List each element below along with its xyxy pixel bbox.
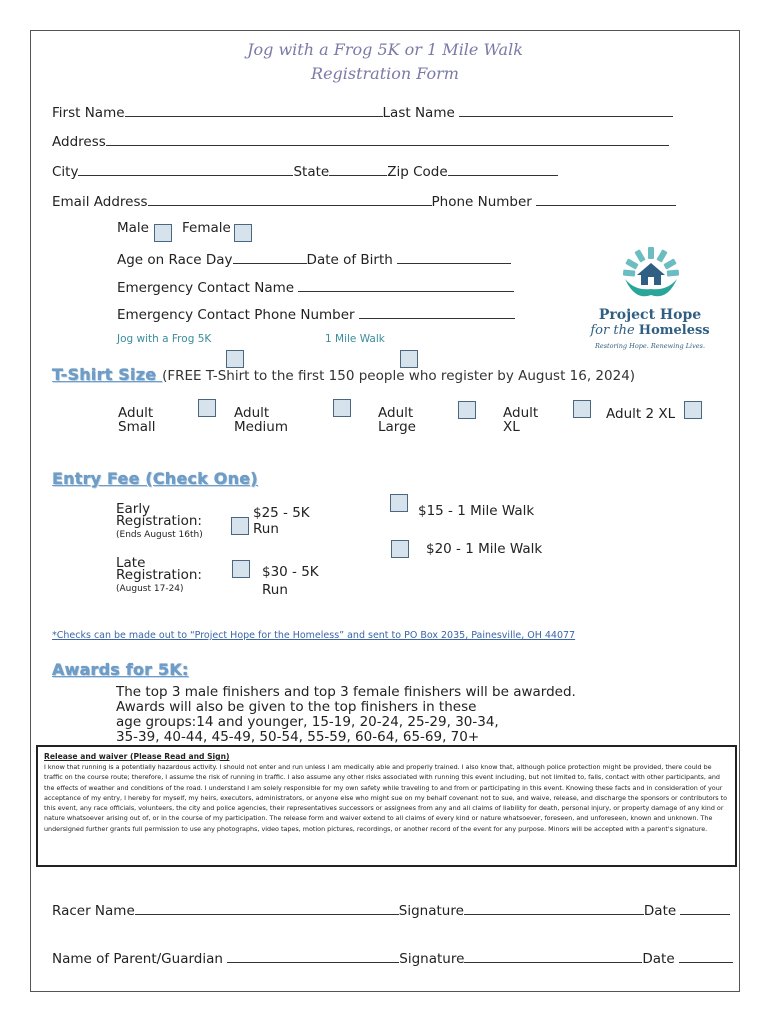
emergency-phone-row	[117, 305, 515, 323]
late-label-line2: Registration:	[116, 567, 202, 583]
late-5k-price	[262, 563, 319, 599]
female-checkbox[interactable]	[234, 224, 252, 242]
email-row	[52, 192, 676, 210]
last-name-field[interactable]	[459, 103, 673, 117]
emergency-name-row	[117, 278, 514, 296]
jog-option-label: Jog with a Frog 5K	[117, 333, 212, 345]
size-large-line1: Adult	[378, 405, 414, 421]
age-label: Age on Race Day	[117, 252, 233, 268]
size-small-checkbox[interactable]	[198, 399, 216, 417]
racer-name-field[interactable]	[135, 901, 399, 915]
first-name-field[interactable]	[125, 103, 383, 117]
size-xl-line2: XL	[503, 419, 520, 435]
parent-name-field[interactable]	[227, 949, 399, 963]
size-2xl-checkbox[interactable]	[684, 401, 702, 419]
racer-signature-field[interactable]	[464, 901, 644, 915]
size-xl-line1: Adult	[503, 405, 539, 421]
zip-field[interactable]	[448, 162, 558, 176]
male-label: Male	[117, 220, 149, 236]
waiver-body: I know that running is a potentially hazardous activity. I should not enter and run unless I am medically able and properly trained. I also know that, although police protection might be provided, there could be traffic on the course route; therefore, I assume the risk of running in traffic. I also assume any other risks associated with running this event including, but not limited to, falls, contact with other participants, and the effects of weather and conditions of the road. I understand I am solely responsible for my own safety while traveling to and from or participating in this event. Knowing these facts and in consideration of your acceptance of my entry, I hereby for myself, my heirs, executors, administrators, or anyone else who might sue on my behalf covenant not to sue, and waive, release, and discharge the sponsors or contributors to this event, any race officials, volunteers, the city and police agencies, their representatives successors or assignees from any and all claims of liability for death, personal injury, or property damage of any kind or nature whatsoever arising out of, or in the course of my participation. The release form and waiver extend to all claims of every kind or nature whatsoever, foreseen, and unforeseen, known and unknown. The undersigned further grants full permission to use any photographs, video tapes, motion pictures, recordings, or another record of the event for any purpose. Minors will be accepted with a parent's signature.	[44, 763, 728, 833]
awards-line2: Awards will also be given to the top finishers in these	[116, 699, 477, 715]
city-label: City	[52, 164, 79, 180]
check-payment-note: *Checks can be made out to “Project Hope for the Homeless” and sent to PO Box 2035, Painesville, OH 44077	[52, 630, 576, 641]
last-name-label: Last Name	[382, 105, 455, 121]
tshirt-heading: T-Shirt Size	[52, 365, 163, 384]
size-large-label	[378, 406, 416, 434]
parent-signature-row	[52, 949, 733, 967]
emergency-phone-field[interactable]	[359, 305, 515, 319]
racer-date-label: Date	[643, 903, 677, 919]
size-large-line2: Large	[378, 419, 416, 435]
parent-signature-label: Signature	[399, 951, 465, 967]
early-walk-price: $15 - 1 Mile Walk	[418, 503, 535, 519]
logo-line2-italic: for the	[590, 323, 635, 338]
racer-signature-row	[52, 901, 730, 919]
tshirt-row	[52, 365, 635, 384]
early-note: (Ends August 16th)	[116, 530, 203, 540]
late-note: (August 17-24)	[116, 584, 184, 594]
state-field[interactable]	[329, 162, 387, 176]
late-price-line1: $30 - 5K	[262, 564, 319, 580]
late-5k-checkbox[interactable]	[232, 560, 250, 578]
first-name-row	[52, 103, 673, 121]
logo-line2-bold: Homeless	[638, 323, 710, 338]
address-field[interactable]	[106, 132, 669, 146]
phone-field[interactable]	[536, 192, 676, 206]
dob-field[interactable]	[397, 250, 511, 264]
size-small-line2: Small	[118, 419, 156, 435]
project-hope-logo-icon	[615, 245, 687, 303]
waiver-heading: Release and waiver (Please Read and Sign)	[44, 752, 230, 761]
early-label-line2: Registration:	[116, 513, 202, 529]
female-label: Female	[182, 220, 231, 236]
size-small-label	[118, 406, 156, 434]
tshirt-note: (FREE T-Shirt to the first 150 people who register by August 16, 2024)	[162, 368, 636, 384]
size-xl-label	[503, 406, 538, 434]
emergency-phone-label: Emergency Contact Phone Number	[117, 307, 355, 323]
form-title-line2: Registration Form	[311, 64, 459, 83]
awards-heading: Awards for 5K:	[52, 660, 189, 679]
early-5k-checkbox[interactable]	[231, 517, 249, 535]
late-walk-price: $20 - 1 Mile Walk	[426, 541, 543, 557]
logo-line2	[585, 323, 715, 338]
email-label: Email Address	[52, 194, 148, 210]
awards-text	[116, 685, 576, 745]
parent-signature-field[interactable]	[464, 949, 642, 963]
size-small-line1: Adult	[118, 405, 154, 421]
phone-label: Phone Number	[431, 194, 532, 210]
size-medium-label	[234, 406, 288, 434]
late-label-line1: Late	[116, 555, 146, 571]
parent-date-field[interactable]	[679, 949, 733, 963]
size-medium-line1: Adult	[234, 405, 270, 421]
early-5k-price	[253, 505, 310, 537]
walk-option-label: 1 Mile Walk	[325, 333, 385, 345]
early-walk-checkbox[interactable]	[390, 494, 408, 512]
size-2xl-label: Adult 2 XL	[606, 406, 676, 422]
late-price-line2: Run	[262, 582, 288, 598]
racer-name-label: Racer Name	[52, 903, 135, 919]
awards-line4: 35-39, 40-44, 45-49, 50-54, 55-59, 60-64, 65-69, 70+	[116, 729, 480, 745]
early-label-line1: Early	[116, 501, 151, 517]
logo-line1: Project Hope	[598, 307, 702, 323]
racer-signature-label: Signature	[398, 903, 464, 919]
entry-fee-heading: Entry Fee (Check One)	[52, 469, 258, 488]
age-field[interactable]	[233, 250, 307, 264]
age-row	[117, 250, 511, 268]
dob-label: Date of Birth	[306, 252, 393, 268]
size-medium-checkbox[interactable]	[333, 399, 351, 417]
early-registration-label	[116, 503, 203, 541]
size-large-checkbox[interactable]	[458, 401, 476, 419]
awards-line1: The top 3 male finishers and top 3 female finishers will be awarded.	[116, 684, 576, 700]
awards-line3: age groups:14 and younger, 15-19, 20-24, 25-29, 30-34,	[116, 714, 499, 730]
first-name-label: First Name	[52, 105, 125, 121]
early-price-line1: $25 - 5K	[253, 505, 310, 521]
late-registration-label	[116, 557, 202, 595]
email-field[interactable]	[148, 192, 432, 206]
address-label: Address	[52, 134, 106, 150]
male-checkbox[interactable]	[154, 224, 172, 242]
emergency-name-label: Emergency Contact Name	[117, 280, 295, 296]
racer-date-field[interactable]	[680, 901, 730, 915]
parent-date-label: Date	[642, 951, 675, 967]
emergency-name-field[interactable]	[298, 278, 514, 292]
city-row	[52, 162, 558, 180]
early-price-line2: Run	[253, 521, 279, 537]
zip-label: Zip Code	[387, 164, 448, 180]
city-field[interactable]	[78, 162, 293, 176]
parent-name-label: Name of Parent/Guardian	[52, 951, 223, 967]
release-waiver-box	[36, 745, 737, 867]
late-walk-checkbox[interactable]	[391, 540, 409, 558]
state-label: State	[293, 164, 330, 180]
size-medium-line2: Medium	[234, 419, 288, 435]
form-title-line1: Jog with a Frog 5K or 1 Mile Walk	[247, 40, 523, 59]
size-xl-checkbox[interactable]	[573, 400, 591, 418]
address-row	[52, 132, 669, 150]
logo-tagline: Restoring Hope. Renewing Lives.	[594, 342, 706, 350]
